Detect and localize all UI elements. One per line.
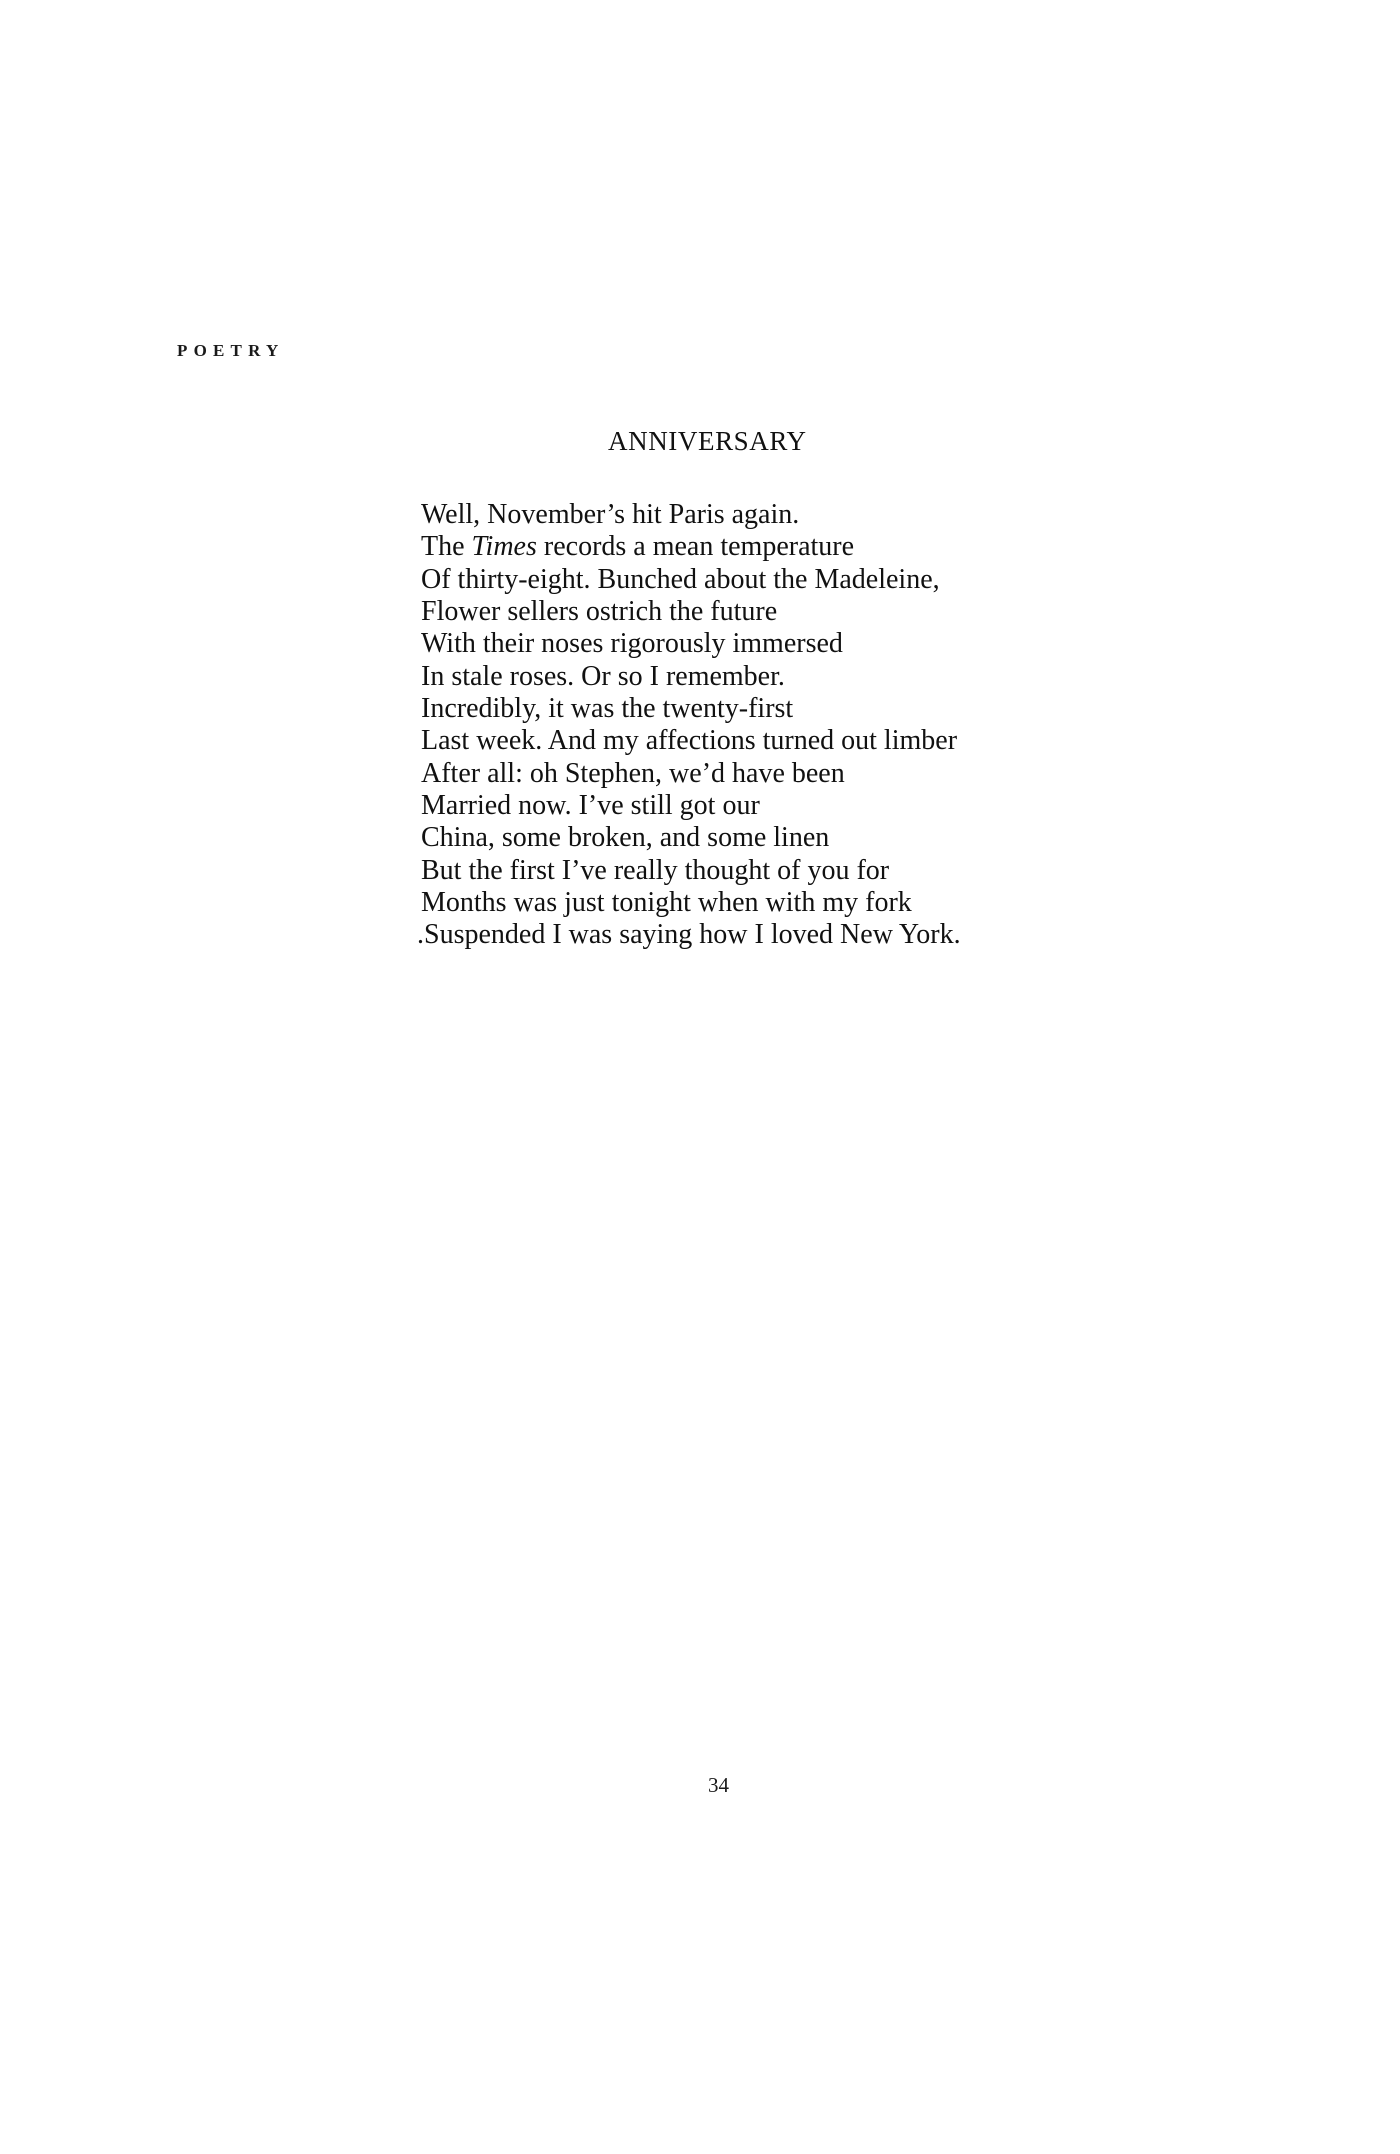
poem-line: In stale roses. Or so I remember. [421,660,785,692]
poem-line: The Times records a mean temperature [421,531,855,563]
running-head: POETRY [177,341,285,360]
poem-line: Of thirty-eight. Bunched about the Madeleine, [421,563,940,595]
poem-line: With their noses rigorously immersed [421,628,843,660]
poem-line: But the first I’ve really thought of you for [421,854,890,886]
poem-line: China, some broken, and some linen [421,822,830,854]
italic-title-times: Times [471,531,537,563]
poem-title: ANNIVERSARY [608,426,807,456]
poem-line: After all: oh Stephen, we’d have been [421,757,845,789]
poem-line: Last week. And my affections turned out limber [421,725,958,757]
poem-line: Months was just tonight when with my fork [421,887,912,919]
poem-body [417,499,1121,952]
poem-line: Incredibly, it was the twenty-first [421,693,794,725]
poem-line: .Suspended I was saying how I loved New York. [417,919,961,951]
poem-line: Married now. I’ve still got our [421,790,760,822]
poem-line: Well, November’s hit Paris again. [421,499,800,530]
poem-line: Flower sellers ostrich the future [421,596,778,628]
page-number: 34 [708,1773,729,1797]
